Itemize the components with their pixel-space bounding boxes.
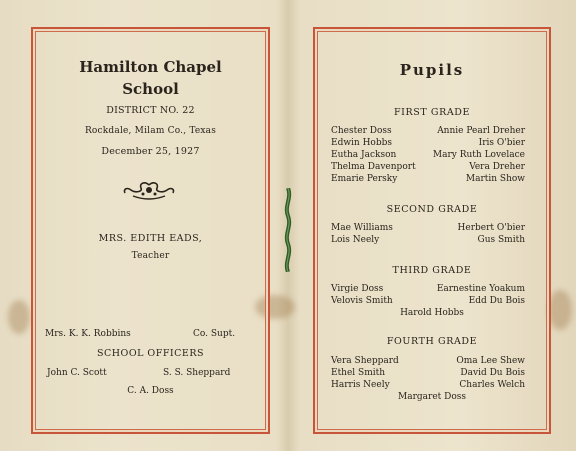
district: DISTRICT NO. 22 <box>106 105 195 116</box>
pupil-name: Eutha Jackson <box>331 150 397 160</box>
pupil-name: Vera Sheppard <box>331 356 399 366</box>
left-page <box>31 27 270 434</box>
location: Rockdale, Milam Co., Texas <box>84 126 217 136</box>
pupil-name: Martin Show <box>465 174 525 184</box>
teacher-role: Teacher <box>131 251 170 261</box>
pupil-name: Earnestine Yoakum <box>436 284 525 294</box>
right-page <box>313 27 551 434</box>
pupil-name: Charles Welch <box>459 380 525 390</box>
pupil-name: Virgie Doss <box>331 284 384 294</box>
pupils-heading: Pupils <box>399 61 465 79</box>
officer: C. A. Doss <box>127 386 174 396</box>
pupil-name: Margaret Doss <box>398 392 466 402</box>
supt-role: Co. Supt. <box>193 329 236 339</box>
pupil-name: Velovis Smith <box>331 296 393 306</box>
pupil-name: Annie Pearl Dreher <box>437 126 525 136</box>
officer: S. S. Sheppard <box>163 368 231 378</box>
pupil-name: Edd Du Bois <box>468 296 525 306</box>
officer: John C. Scott <box>47 368 107 378</box>
pupil-name: Harold Hobbs <box>400 308 464 318</box>
pupil-name: Edwin Hobbs <box>331 138 392 148</box>
pupil-name: Mae Williams <box>331 223 393 233</box>
grade-heading: FIRST GRADE <box>393 107 471 118</box>
pupil-name: Herbert O'bier <box>457 223 525 233</box>
pupil-name: Mary Ruth Lovelace <box>432 150 525 160</box>
pupil-name: Emarie Persky <box>331 174 398 184</box>
pupil-name: Harris Neely <box>331 380 390 390</box>
pupil-name: Oma Lee Shew <box>456 356 525 366</box>
pupil-name: Vera Dreher <box>469 162 525 172</box>
stain <box>548 290 572 330</box>
grade-heading: SECOND GRADE <box>386 204 478 215</box>
pupil-name: Chester Doss <box>331 126 392 136</box>
stain <box>8 300 30 334</box>
officers-heading: SCHOOL OFFICERS <box>96 348 205 359</box>
supt-name: Mrs. K. K. Robbins <box>45 329 131 339</box>
grade-heading: FOURTH GRADE <box>386 336 478 347</box>
scroll-ornament-icon <box>121 181 177 201</box>
pupil-name: Lois Neely <box>331 235 380 245</box>
teacher-name: MRS. EDITH EADS, <box>98 233 203 244</box>
pupil-name: Thelma Davenport <box>331 162 416 172</box>
date: December 25, 1927 <box>101 146 200 157</box>
school-name-line1: Hamilton Chapel <box>79 58 222 76</box>
pupil-name: Gus Smith <box>477 235 525 245</box>
pupil-name: Ethel Smith <box>331 368 386 378</box>
green-ribbon-binding <box>282 188 294 272</box>
grade-heading: THIRD GRADE <box>392 265 472 276</box>
pupil-name: David Du Bois <box>460 368 525 378</box>
pupil-name: Iris O'bier <box>478 138 525 148</box>
school-name-line2: School <box>122 80 179 98</box>
